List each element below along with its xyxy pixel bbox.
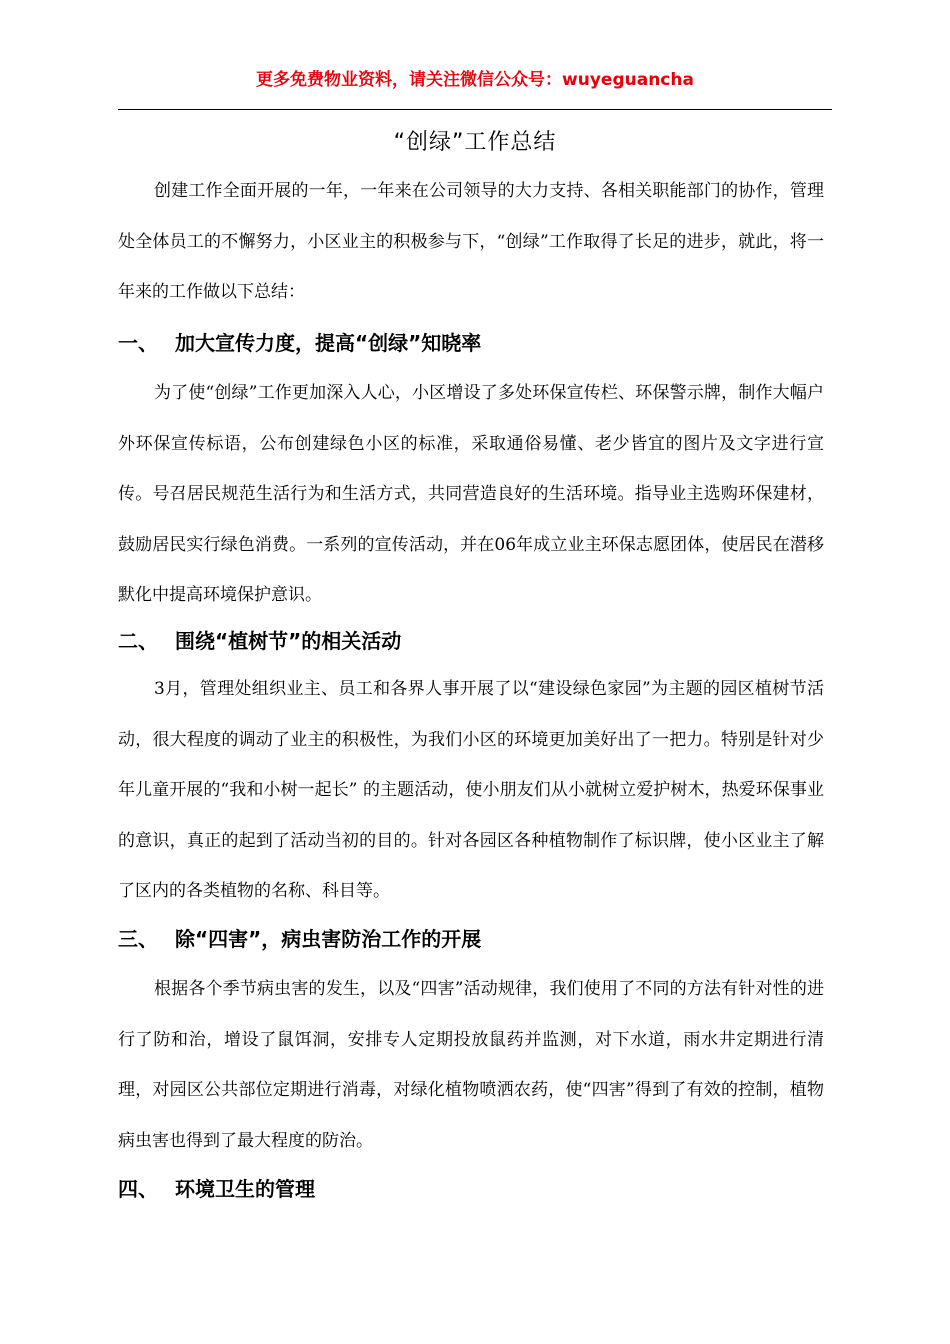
header-note: 更多免费物业资料，请关注微信公众号：wuyeguancha [256,70,694,90]
intro-paragraph: 创建工作全面开展的一年，一年来在公司领导的大力支持、各相关职能部门的协作，管理处全体员工的不懈努力，小区业主的积极参与下，“创绿”工作取得了长足的进步，就此，将一年来的工作做以下总结： [118,181,824,302]
section-heading-text: 环境卫生的管理 [175,1177,315,1201]
section-heading-1 [118,328,832,358]
section-number: 三、 [118,927,158,951]
section-2-paragraph: 3月，管理处组织业主、员工和各界人事开展了以“建设绿色家园”为主题的园区植树节活动，很大程度的调动了业主的积极性，为我们小区的环境更加美好出了一把力。特别是针对少年儿童开展的“我和小树一起长” 的主题活动，使小朋友们从小就树立爱护树木，热爱环保事业的意识，真正的起到了活动当初的目的。针对各园区各种植物制作了标识牌，使小区业主了解了区内的各类植物的名称、科目等。 [118,679,824,901]
document-title: “创绿”工作总结 [393,130,557,155]
section-heading-4 [118,1174,832,1204]
section-heading-text: 加大宣传力度，提高“创绿”知晓率 [175,331,482,355]
section-heading-text: 除“四害”，病虫害防治工作的开展 [175,927,482,951]
section-heading-3 [118,924,832,954]
section-heading-text: 围绕“植树节”的相关活动 [175,629,402,653]
section-number: 二、 [118,629,158,653]
section-number: 四、 [118,1177,158,1201]
section-3-paragraph: 根据各个季节病虫害的发生，以及“四害”活动规律，我们使用了不同的方法有针对性的进行了防和治，增设了鼠饵洞，安排专人定期投放鼠药并监测，对下水道，雨水井定期进行清理，对园区公共部位定期进行消毒，对绿化植物喷洒农药，使“四害”得到了有效的控制，植物病虫害也得到了最大程度的防治。 [118,979,824,1151]
section-1-paragraph: 为了使“创绿”工作更加深入人心，小区增设了多处环保宣传栏、环保警示牌，制作大幅户外环保宣传标语，公布创建绿色小区的标准，采取通俗易懂、老少皆宜的图片及文字进行宣传。号召居民规范生活行为和生活方式，共同营造良好的生活环境。指导业主选购环保建材，鼓励居民实行绿色消费。一系列的宣传活动，并在06年成立业主环保志愿团体，使居民在潜移默化中提高环境保护意识。 [118,383,824,605]
section-heading-2 [118,626,832,656]
section-number: 一、 [118,331,158,355]
header-divider [118,109,832,110]
